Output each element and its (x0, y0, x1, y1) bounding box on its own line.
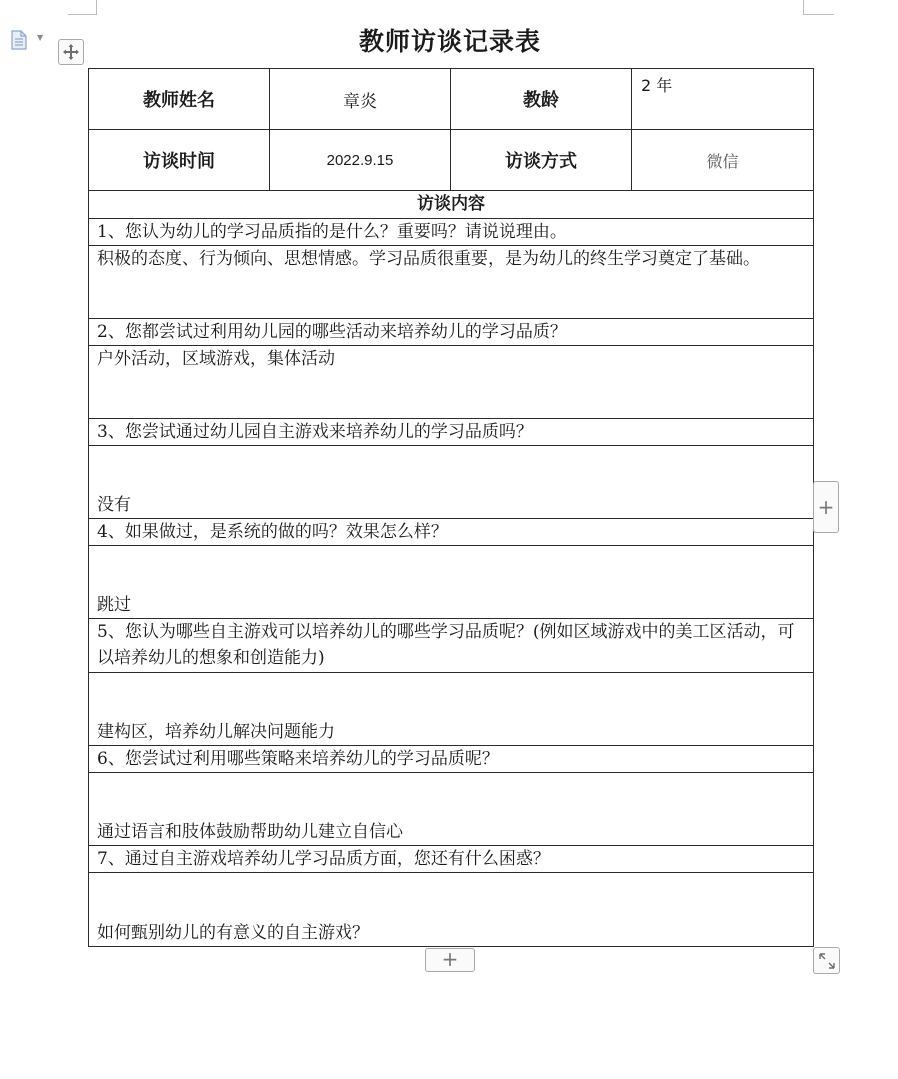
question-row (89, 519, 814, 546)
question-5[interactable]: 5、您认为哪些自主游戏可以培养幼儿的哪些学习品质呢？(例如区域游戏中的美工区活动，可以培养幼儿的想象和创造能力) (89, 619, 814, 673)
question-7[interactable]: 7、通过自主游戏培养幼儿学习品质方面，您还有什么困惑？ (89, 846, 814, 873)
content-header-row (89, 191, 814, 219)
table-resize-handle[interactable] (813, 947, 840, 974)
page-title: 教师访谈记录表 (358, 27, 541, 56)
teaching-years-value[interactable]: 2 年 (632, 69, 814, 130)
teaching-years-label: 教龄 (451, 69, 632, 130)
question-4[interactable]: 4、如果做过，是系统的做的吗？效果怎么样？ (89, 519, 814, 546)
interview-table (88, 68, 814, 947)
answer-4[interactable]: 跳过 (89, 546, 814, 619)
answer-1[interactable]: 积极的态度、行为倾向、思想情感。学习品质很重要，是为幼儿的终生学习奠定了基础。 (89, 246, 814, 319)
question-row (89, 846, 814, 873)
answer-row (89, 773, 814, 846)
crop-mark-top-right (803, 0, 834, 15)
question-6[interactable]: 6、您尝试过利用哪些策略来培养幼儿的学习品质呢？ (89, 746, 814, 773)
info-row-2 (89, 130, 814, 191)
teacher-name-label: 教师姓名 (89, 69, 270, 130)
answer-5[interactable]: 建构区，培养幼儿解决问题能力 (89, 673, 814, 746)
question-3[interactable]: 3、您尝试通过幼儿园自主游戏来培养幼儿的学习品质吗？ (89, 419, 814, 446)
add-column-button[interactable]: + (813, 481, 839, 533)
answer-row (89, 546, 814, 619)
answer-6[interactable]: 通过语言和肢体鼓励帮助幼儿建立自信心 (89, 773, 814, 846)
interview-time-value[interactable]: 2022.9.15 (270, 130, 451, 191)
table-move-handle[interactable] (58, 39, 84, 65)
interview-method-value[interactable]: 微信 (632, 130, 814, 191)
crop-mark-top-left (68, 0, 97, 15)
answer-row (89, 346, 814, 419)
answer-row (89, 246, 814, 319)
info-row-1 (89, 69, 814, 130)
question-row (89, 219, 814, 246)
question-row (89, 746, 814, 773)
answer-3[interactable]: 没有 (89, 446, 814, 519)
interview-time-label: 访谈时间 (89, 130, 270, 191)
question-row (89, 419, 814, 446)
answer-7[interactable]: 如何甄别幼儿的有意义的自主游戏？ (89, 873, 814, 947)
content-header: 访谈内容 (89, 191, 814, 219)
teacher-name-value[interactable]: 章炎 (270, 69, 451, 130)
answer-row (89, 873, 814, 947)
add-row-button[interactable]: + (425, 948, 475, 972)
answer-row (89, 673, 814, 746)
question-row (89, 319, 814, 346)
move-icon (62, 43, 80, 61)
document-icon[interactable] (10, 30, 28, 50)
answer-2[interactable]: 户外活动，区域游戏，集体活动 (89, 346, 814, 419)
question-row (89, 619, 814, 673)
question-1[interactable]: 1、您认为幼儿的学习品质指的是什么？重要吗？请说说理由。 (89, 219, 814, 246)
answer-row (89, 446, 814, 519)
resize-icon (817, 951, 837, 971)
question-2[interactable]: 2、您都尝试过利用幼儿园的哪些活动来培养幼儿的学习品质？ (89, 319, 814, 346)
chevron-down-icon[interactable]: ▼ (37, 33, 44, 42)
interview-method-label: 访谈方式 (451, 130, 632, 191)
